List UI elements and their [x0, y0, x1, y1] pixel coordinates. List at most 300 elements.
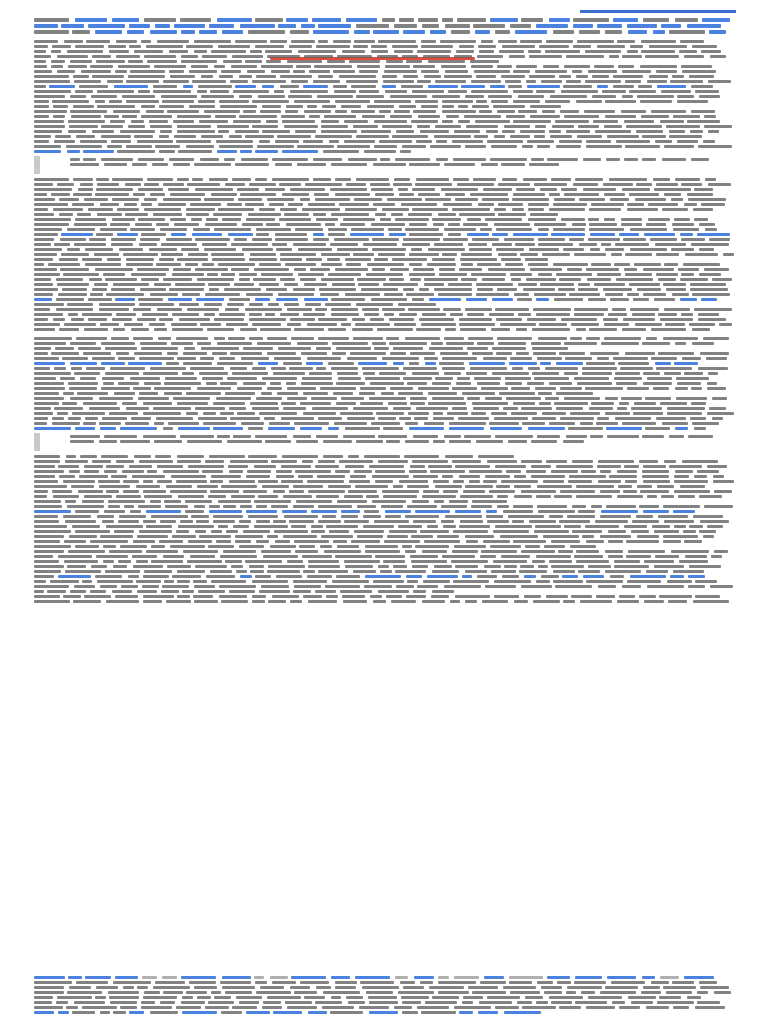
text-placeholder-bar [512, 520, 524, 523]
text-placeholder-bar [671, 198, 683, 201]
text-placeholder-bar [289, 45, 312, 48]
text-placeholder-bar [170, 75, 195, 78]
text-placeholder-bar [149, 248, 177, 251]
text-placeholder-bar [311, 530, 325, 533]
text-placeholder-bar [674, 218, 690, 221]
text-placeholder-bar [134, 50, 163, 53]
text-placeholder-bar [162, 585, 189, 588]
text-placeholder-bar [307, 105, 317, 108]
text-placeholder-bar [651, 328, 686, 331]
text-placeholder-bar [52, 100, 89, 103]
text-placeholder-bar [605, 397, 618, 400]
text-placeholder-bar [420, 981, 433, 984]
text-placeholder-bar [182, 590, 194, 593]
text-placeholder-bar [566, 130, 590, 133]
text-placeholder-bar [454, 976, 479, 979]
text-placeholder-bar [611, 981, 645, 984]
text-placeholder-bar [523, 178, 547, 181]
text-placeholder-bar [494, 595, 519, 598]
text-line-placeholder [34, 55, 734, 58]
text-placeholder-bar [355, 485, 388, 488]
text-placeholder-bar [532, 417, 556, 420]
text-placeholder-bar [476, 75, 496, 78]
text-placeholder-bar [209, 455, 245, 458]
text-placeholder-bar [560, 110, 579, 113]
text-placeholder-bar [182, 372, 194, 375]
text-placeholder-bar [78, 347, 101, 350]
text-placeholder-bar [576, 100, 602, 103]
text-placeholder-bar [254, 525, 288, 528]
text-placeholder-bar [116, 40, 137, 43]
text-placeholder-bar [182, 996, 193, 999]
text-placeholder-bar [252, 80, 286, 83]
text-line-placeholder [34, 105, 734, 108]
text-placeholder-bar [99, 397, 133, 400]
text-placeholder-bar [528, 218, 556, 221]
text-placeholder-bar [564, 525, 581, 528]
text-placeholder-bar [529, 248, 559, 251]
text-placeholder-bar [186, 392, 221, 395]
text-line-placeholder [34, 248, 734, 251]
text-placeholder-bar [100, 203, 119, 206]
text-line-placeholder [34, 70, 734, 73]
text-placeholder-bar [630, 308, 659, 311]
text-placeholder-bar [708, 183, 731, 186]
text-placeholder-bar [202, 470, 223, 473]
text-placeholder-bar [109, 996, 139, 999]
text-placeholder-bar [700, 352, 729, 355]
text-placeholder-bar [373, 600, 386, 603]
text-placeholder-bar [588, 218, 599, 221]
text-placeholder-bar [691, 243, 729, 246]
text-placeholder-bar [66, 455, 76, 458]
text-placeholder-bar [34, 238, 54, 241]
text-placeholder-bar [259, 412, 297, 415]
text-line-placeholder [34, 278, 734, 281]
text-placeholder-bar [630, 575, 666, 578]
text-placeholder-bar [328, 362, 354, 365]
text-placeholder-bar [370, 382, 404, 385]
text-placeholder-bar [372, 342, 386, 345]
text-placeholder-bar [577, 40, 614, 43]
text-placeholder-bar [306, 258, 322, 261]
text-placeholder-bar [459, 475, 480, 478]
text-placeholder-bar [218, 525, 228, 528]
text-placeholder-bar [563, 440, 584, 443]
text-placeholder-bar [278, 347, 311, 350]
text-line-placeholder [34, 555, 734, 558]
text-placeholder-bar [62, 288, 87, 291]
text-placeholder-bar [402, 243, 430, 246]
text-placeholder-bar [144, 382, 161, 385]
text-placeholder-bar [335, 555, 372, 558]
text-placeholder-bar [68, 65, 87, 68]
text-placeholder-bar [246, 510, 277, 513]
text-placeholder-bar [514, 485, 531, 488]
text-placeholder-bar [70, 362, 97, 365]
text-placeholder-bar [412, 372, 439, 375]
text-placeholder-bar [580, 422, 593, 425]
text-line-placeholder [34, 490, 734, 493]
text-placeholder-bar [463, 223, 488, 226]
text-placeholder-bar [54, 407, 83, 410]
text-placeholder-bar [73, 75, 89, 78]
text-placeholder-bar [374, 347, 389, 350]
text-placeholder-bar [407, 485, 429, 488]
text-placeholder-bar [673, 510, 695, 513]
text-placeholder-bar [195, 565, 227, 568]
text-placeholder-bar [664, 308, 690, 311]
text-placeholder-bar [549, 18, 570, 22]
text-placeholder-bar [358, 283, 379, 286]
text-placeholder-bar [419, 288, 429, 291]
text-placeholder-bar [490, 85, 505, 88]
text-placeholder-bar [646, 337, 657, 340]
text-placeholder-bar [273, 520, 286, 523]
text-placeholder-bar [202, 377, 223, 380]
text-placeholder-bar [382, 357, 419, 360]
text-placeholder-bar [505, 263, 523, 266]
text-placeholder-bar [284, 283, 298, 286]
text-placeholder-bar [386, 337, 399, 340]
text-placeholder-bar [589, 208, 621, 211]
text-placeholder-bar [204, 248, 236, 251]
text-placeholder-bar [498, 203, 523, 206]
text-placeholder-bar [240, 505, 252, 508]
text-placeholder-bar [318, 570, 348, 573]
text-placeholder-bar [413, 110, 436, 113]
text-placeholder-bar [151, 560, 183, 563]
text-placeholder-bar [495, 30, 510, 34]
text-placeholder-bar [139, 530, 172, 533]
text-placeholder-bar [405, 550, 416, 553]
text-placeholder-bar [176, 337, 208, 340]
text-placeholder-bar [603, 318, 618, 321]
text-placeholder-bar [231, 565, 243, 568]
text-placeholder-bar [453, 158, 486, 161]
text-placeholder-bar [348, 1001, 365, 1004]
text-placeholder-bar [517, 298, 532, 301]
text-placeholder-bar [150, 1011, 178, 1014]
text-placeholder-bar [240, 575, 252, 578]
text-placeholder-bar [448, 233, 461, 236]
text-placeholder-bar [701, 298, 717, 301]
text-placeholder-bar [635, 323, 662, 326]
text-placeholder-bar [128, 125, 145, 128]
text-placeholder-bar [469, 480, 480, 483]
text-placeholder-bar [237, 188, 259, 191]
text-placeholder-bar [699, 273, 721, 276]
text-placeholder-bar [74, 1001, 105, 1004]
text-placeholder-bar [422, 600, 445, 603]
text-placeholder-bar [709, 407, 726, 410]
text-placeholder-bar [416, 407, 448, 410]
text-placeholder-bar [261, 392, 272, 395]
text-placeholder-bar [614, 377, 642, 380]
text-placeholder-bar [419, 318, 454, 321]
text-placeholder-bar [55, 347, 74, 350]
text-placeholder-bar [695, 580, 717, 583]
text-placeholder-bar [491, 328, 510, 331]
text-placeholder-bar [168, 298, 192, 301]
text-placeholder-bar [492, 347, 526, 350]
text-placeholder-bar [515, 243, 535, 246]
text-placeholder-bar [684, 540, 702, 543]
text-placeholder-bar [144, 198, 157, 201]
text-placeholder-bar [70, 110, 107, 113]
text-placeholder-bar [34, 460, 60, 463]
text-placeholder-bar [533, 352, 556, 355]
text-placeholder-bar [95, 575, 122, 578]
text-placeholder-bar [412, 500, 429, 503]
text-placeholder-bar [348, 158, 377, 161]
text-placeholder-bar [273, 1011, 302, 1014]
text-placeholder-bar [428, 392, 457, 395]
text-placeholder-bar [497, 65, 512, 68]
text-placeholder-bar [330, 188, 367, 191]
text-placeholder-bar [586, 145, 622, 148]
text-placeholder-bar [300, 198, 310, 201]
text-placeholder-bar [337, 372, 358, 375]
text-placeholder-bar [591, 505, 602, 508]
text-placeholder-bar [267, 55, 300, 58]
text-placeholder-bar [354, 198, 382, 201]
text-placeholder-bar [455, 565, 478, 568]
text-placeholder-bar [74, 585, 95, 588]
text-placeholder-bar [172, 313, 199, 316]
text-placeholder-bar [513, 233, 548, 236]
text-placeholder-bar [459, 268, 482, 271]
text-placeholder-bar [556, 465, 593, 468]
text-placeholder-bar [287, 397, 307, 400]
text-placeholder-bar [70, 158, 80, 161]
text-placeholder-bar [434, 565, 452, 568]
text-placeholder-bar [346, 80, 378, 83]
text-placeholder-bar [531, 440, 557, 443]
text-line-placeholder [34, 402, 734, 405]
text-placeholder-bar [663, 337, 698, 340]
text-placeholder-bar [393, 347, 423, 350]
text-placeholder-bar [208, 545, 234, 548]
text-placeholder-bar [502, 130, 515, 133]
text-placeholder-bar [298, 273, 324, 276]
text-placeholder-bar [491, 412, 507, 415]
text-placeholder-bar [245, 135, 274, 138]
text-placeholder-bar [527, 318, 556, 321]
text-placeholder-bar [383, 80, 414, 83]
text-placeholder-bar [123, 490, 139, 493]
text-placeholder-bar [172, 328, 203, 331]
text-placeholder-bar [374, 145, 397, 148]
text-line-placeholder [34, 560, 734, 563]
text-placeholder-bar [680, 485, 705, 488]
text-placeholder-bar [694, 308, 732, 311]
text-placeholder-bar [703, 140, 715, 143]
text-placeholder-bar [669, 435, 684, 438]
text-placeholder-bar [54, 140, 75, 143]
text-placeholder-bar [161, 590, 179, 593]
text-placeholder-bar [578, 288, 598, 291]
text-placeholder-bar [315, 590, 336, 593]
text-placeholder-bar [315, 1001, 342, 1004]
text-placeholder-bar [658, 278, 676, 281]
text-placeholder-bar [591, 402, 614, 405]
text-placeholder-bar [69, 535, 97, 538]
text-placeholder-bar [391, 600, 416, 603]
text-placeholder-bar [384, 293, 403, 296]
text-placeholder-bar [206, 218, 218, 221]
text-placeholder-bar [442, 357, 477, 360]
text-placeholder-bar [70, 163, 99, 166]
text-placeholder-bar [457, 18, 486, 22]
text-placeholder-bar [559, 75, 571, 78]
text-placeholder-bar [34, 580, 46, 583]
text-placeholder-bar [240, 24, 275, 28]
text-placeholder-bar [402, 1001, 421, 1004]
text-placeholder-bar [403, 367, 437, 370]
text-placeholder-bar [112, 318, 132, 321]
text-placeholder-bar [34, 105, 49, 108]
text-placeholder-bar [675, 342, 686, 345]
text-placeholder-bar [295, 470, 331, 473]
text-placeholder-bar [464, 115, 501, 118]
text-placeholder-bar [122, 470, 144, 473]
text-placeholder-bar [125, 213, 148, 216]
text-placeholder-bar [475, 30, 490, 34]
text-placeholder-bar [569, 293, 600, 296]
text-placeholder-bar [147, 470, 157, 473]
text-placeholder-bar [89, 278, 102, 281]
text-placeholder-bar [383, 283, 418, 286]
text-placeholder-bar [272, 595, 299, 598]
text-placeholder-bar [691, 158, 709, 161]
text-placeholder-bar [262, 105, 281, 108]
text-placeholder-bar [432, 382, 451, 385]
text-placeholder-bar [141, 278, 159, 281]
text-placeholder-bar [532, 347, 568, 350]
text-placeholder-bar [520, 565, 534, 568]
text-placeholder-bar [34, 293, 53, 296]
text-placeholder-bar [182, 293, 200, 296]
text-placeholder-bar [393, 565, 407, 568]
text-placeholder-bar [615, 372, 640, 375]
text-placeholder-bar [442, 105, 454, 108]
text-placeholder-bar [111, 238, 136, 241]
text-placeholder-bar [64, 560, 98, 563]
text-placeholder-bar [410, 402, 425, 405]
text-placeholder-bar [229, 298, 250, 301]
text-placeholder-bar [488, 268, 525, 271]
text-placeholder-bar [633, 298, 649, 301]
text-placeholder-bar [64, 323, 96, 326]
text-placeholder-bar [643, 293, 666, 296]
text-placeholder-bar [622, 55, 642, 58]
text-line-placeholder [34, 347, 734, 350]
text-line-placeholder [34, 323, 734, 326]
text-placeholder-bar [68, 313, 78, 316]
text-placeholder-bar [369, 1001, 398, 1004]
text-placeholder-bar [240, 328, 257, 331]
text-placeholder-bar [222, 30, 243, 34]
text-placeholder-bar [271, 70, 290, 73]
text-placeholder-bar [642, 470, 669, 473]
text-placeholder-bar [122, 115, 137, 118]
text-placeholder-bar [497, 505, 509, 508]
text-placeholder-bar [506, 470, 521, 473]
text-placeholder-bar [108, 500, 145, 503]
text-placeholder-bar [603, 183, 633, 186]
text-placeholder-bar [378, 417, 396, 420]
text-placeholder-bar [453, 480, 464, 483]
text-line-placeholder [34, 60, 734, 63]
text-placeholder-bar [553, 203, 587, 206]
text-placeholder-bar [186, 145, 214, 148]
text-placeholder-bar [143, 575, 169, 578]
text-placeholder-bar [362, 308, 379, 311]
text-placeholder-bar [120, 545, 147, 548]
text-placeholder-bar [616, 140, 650, 143]
text-placeholder-bar [260, 986, 284, 989]
text-line-placeholder [34, 110, 734, 113]
text-placeholder-bar [522, 422, 545, 425]
text-placeholder-bar [249, 337, 263, 340]
text-placeholder-bar [110, 367, 145, 370]
text-placeholder-bar [288, 95, 312, 98]
text-placeholder-bar [471, 273, 506, 276]
text-placeholder-bar [483, 480, 497, 483]
text-placeholder-bar [265, 188, 285, 191]
text-placeholder-bar [403, 986, 424, 989]
text-placeholder-bar [286, 223, 321, 226]
text-placeholder-bar [163, 991, 183, 994]
text-placeholder-bar [314, 193, 329, 196]
text-placeholder-bar [259, 263, 281, 266]
text-placeholder-bar [489, 313, 514, 316]
text-placeholder-bar [660, 976, 679, 979]
text-placeholder-bar [125, 183, 141, 186]
text-placeholder-bar [170, 218, 186, 221]
text-placeholder-bar [415, 100, 438, 103]
text-placeholder-bar [254, 268, 289, 271]
text-placeholder-bar [644, 233, 675, 236]
text-placeholder-bar [290, 318, 315, 321]
text-placeholder-bar [256, 228, 291, 231]
top-nav[interactable] [34, 0, 738, 16]
text-placeholder-bar [229, 470, 243, 473]
text-placeholder-bar [228, 465, 248, 468]
text-placeholder-bar [287, 60, 322, 63]
text-placeholder-bar [513, 120, 551, 123]
text-placeholder-bar [355, 976, 390, 979]
text-placeholder-bar [150, 293, 178, 296]
text-line-placeholder [34, 40, 734, 43]
text-placeholder-bar [423, 490, 439, 493]
text-placeholder-bar [531, 465, 551, 468]
text-placeholder-bar [609, 475, 637, 478]
text-placeholder-bar [316, 495, 339, 498]
text-placeholder-bar [186, 991, 207, 994]
text-placeholder-bar [547, 976, 570, 979]
text-placeholder-bar [491, 100, 508, 103]
text-placeholder-bar [460, 328, 486, 331]
text-placeholder-bar [554, 402, 588, 405]
text-placeholder-bar [511, 387, 530, 390]
text-line-placeholder [34, 357, 734, 360]
text-line-placeholder [34, 100, 734, 103]
text-placeholder-bar [455, 595, 490, 598]
text-placeholder-bar [331, 996, 341, 999]
text-placeholder-bar [432, 590, 454, 593]
